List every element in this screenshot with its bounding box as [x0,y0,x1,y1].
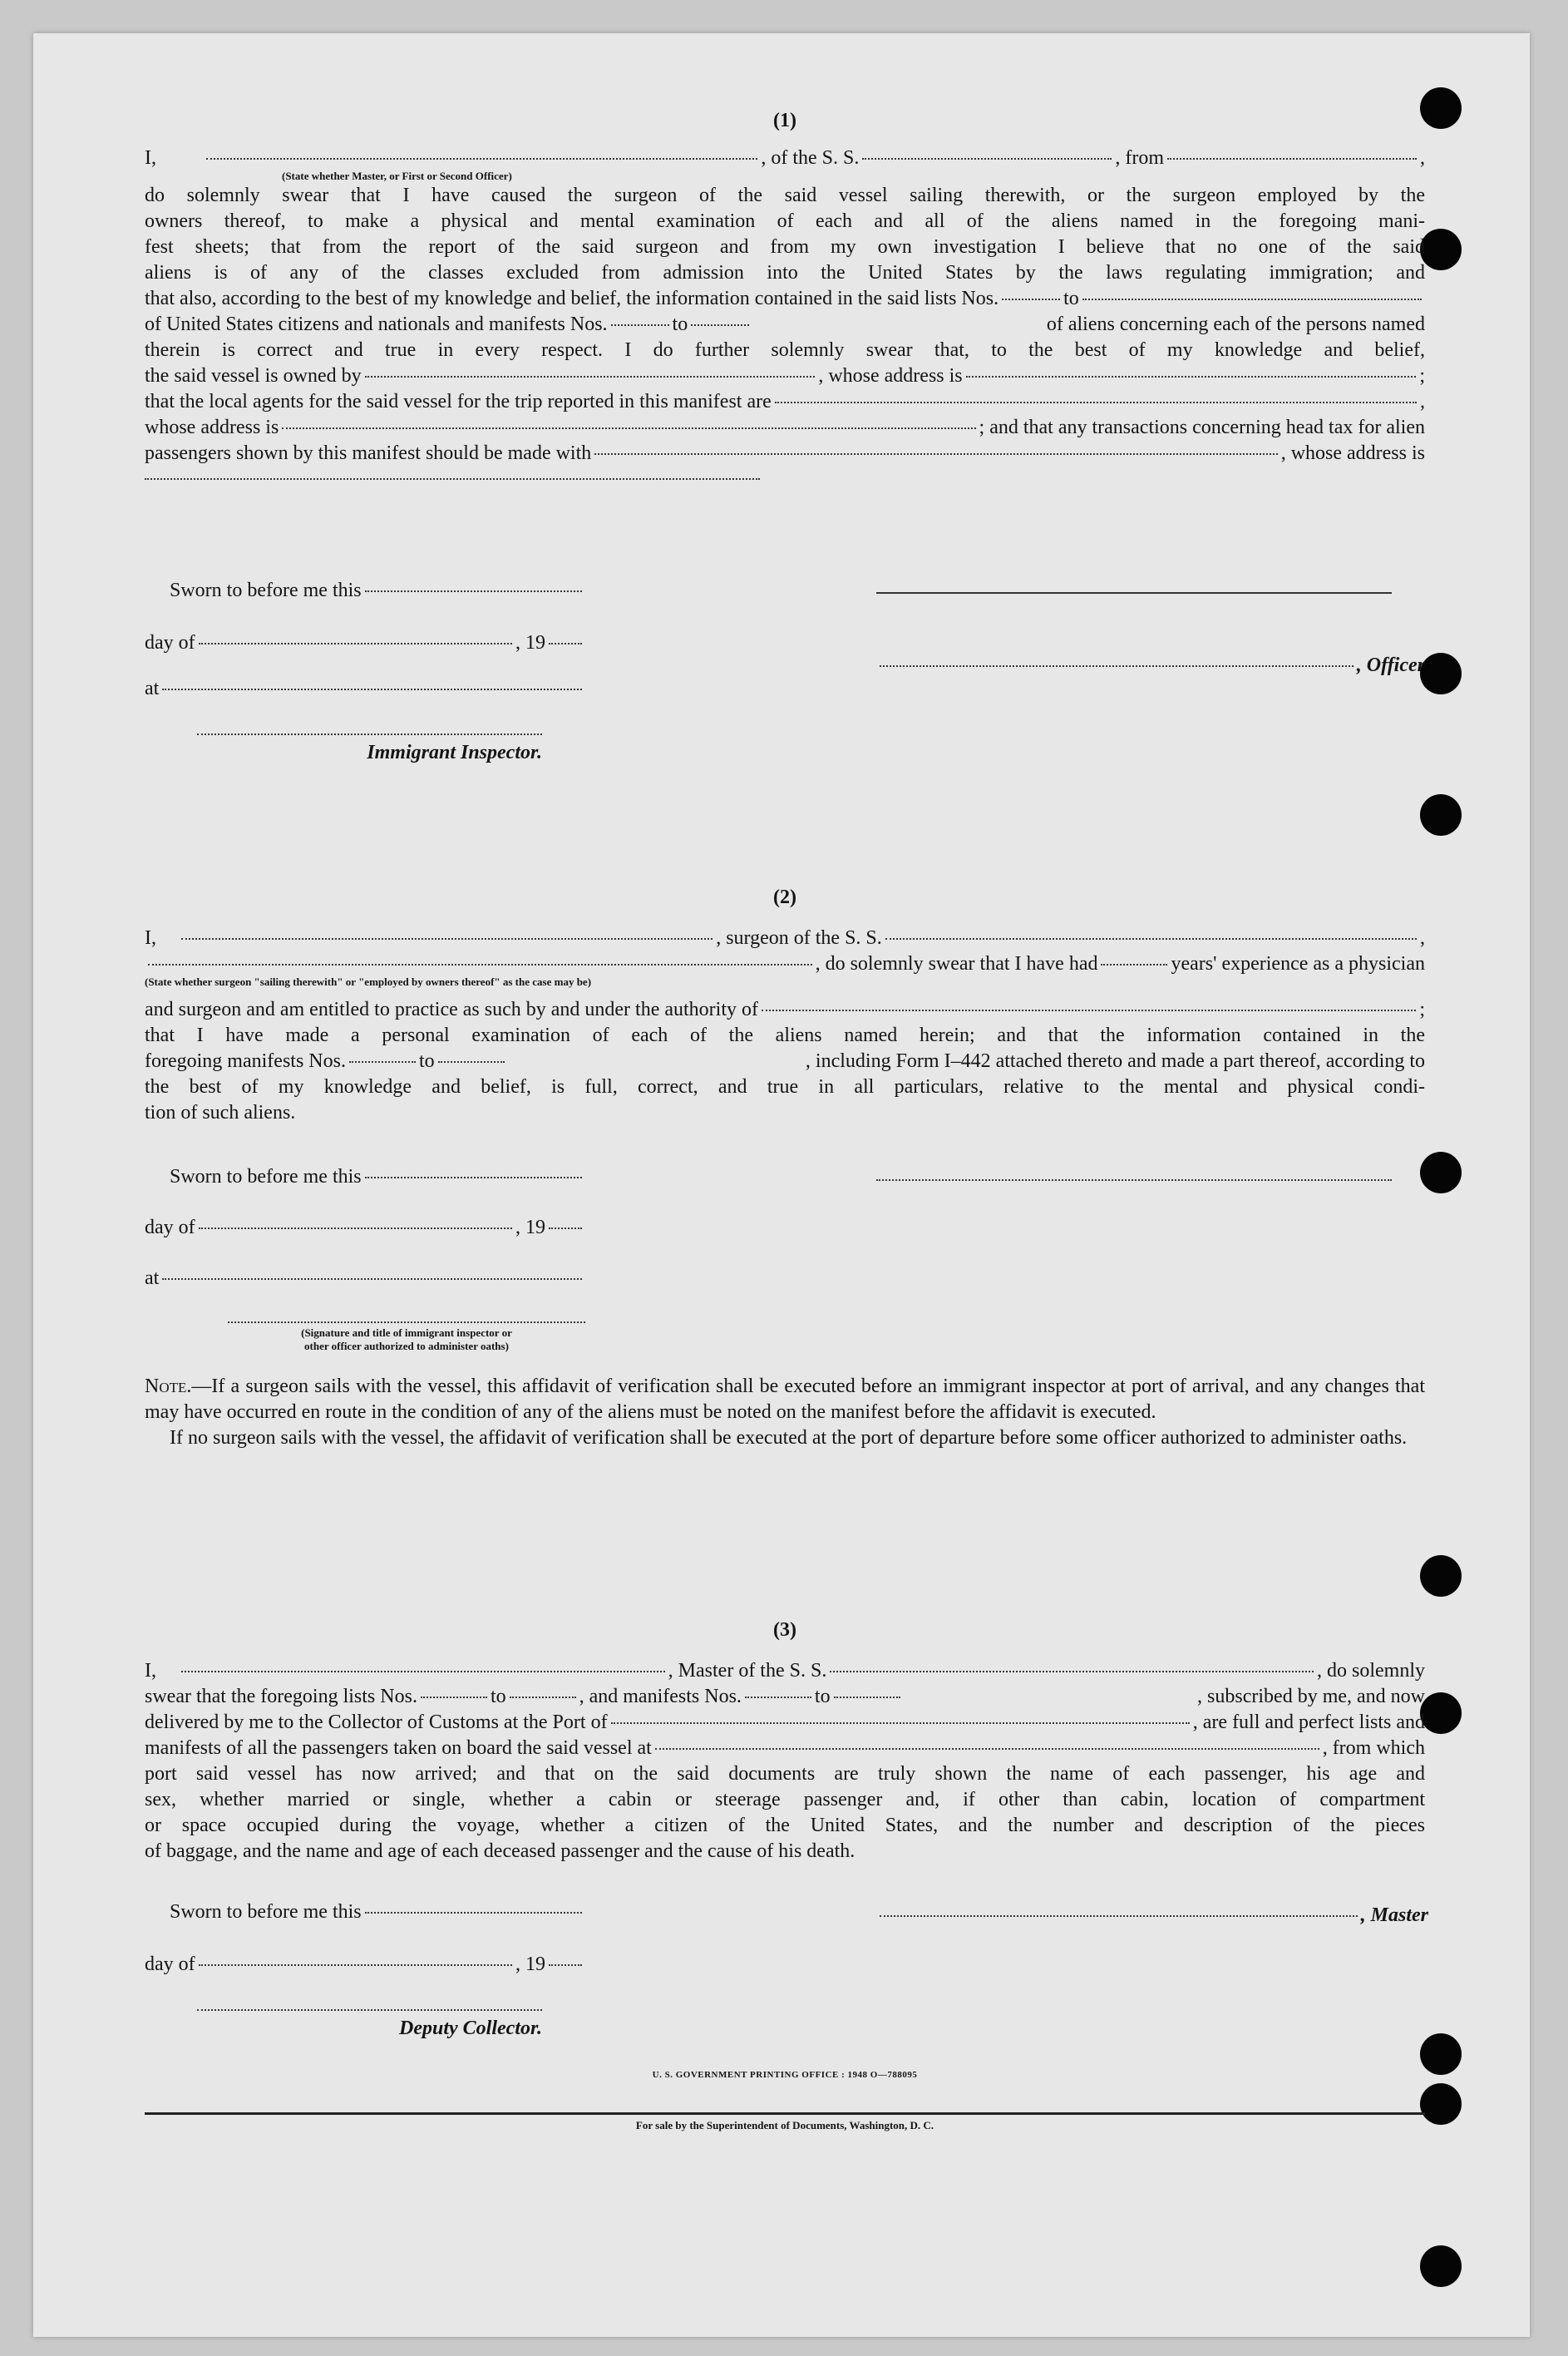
footer-text: For sale by the Superintendent of Documents, Washington, D. C. [635,2119,934,2131]
punch-hole [1420,229,1462,270]
agents-line: that the local agents for the said vessel for the trip reported in this manifest are , [145,391,1425,412]
sworn-date-field[interactable] [365,1912,582,1914]
agents-address-line: whose address is ; and that any transactions concerning head tax for alien [145,417,1425,438]
punch-hole [1420,2083,1462,2125]
body-line: owners thereof, to make a physical and mental examination of each and all of the aliens named in the foregoing mani- [145,210,1425,232]
surgeon-name-field[interactable] [181,938,713,940]
sworn-date-field[interactable] [365,1177,582,1178]
body-line: or space occupied during the voyage, whether a citizen of the United States, and the number and description of the pieces [145,1815,1425,1836]
port-line: delivered by me to the Collector of Customs at the Port of , are full and perfect lists and [145,1711,1425,1733]
lists-from-field[interactable] [1002,299,1060,300]
section-2-sworn: Sworn to before me this day of , 19 at (Signature and title of immigrant inspector or other officer authorized to administer oaths) [145,1164,1425,1353]
officer-signature-line: , Officer [876,653,1425,679]
inspector-title: Immigrant Inspector. [367,742,542,763]
authority-field[interactable] [762,1010,1416,1011]
collector-title: Deputy Collector. [399,2018,542,2039]
body-line: do solemnly swear that I have caused the surgeon of the said vessel sailing therewith, or the surgeon employed by the [145,185,1425,206]
officer-signature-field[interactable] [876,592,1392,594]
signature-caption: (Signature and title of immigrant inspector or [301,1326,512,1339]
master-name-field[interactable] [181,1671,665,1672]
owner-line: the said vessel is owned by , whose address is ; [145,365,1426,387]
note-label: Note. [145,1376,192,1397]
year-field[interactable] [549,1964,582,1966]
year-field[interactable] [549,1227,582,1229]
punch-hole [1420,2245,1462,2287]
manifests-from-field[interactable] [611,324,669,326]
printing-office-imprint: U. S. GOVERNMENT PRINTING OFFICE : 1948 O—788095 [652,2070,918,2080]
lists-line: swear that the foregoing lists Nos. to , and manifests Nos. to , subscribed by me, and now [145,1686,1425,1707]
authority-line: and surgeon and am entitled to practice as such by and under the authority of ; [145,999,1425,1020]
section-1-sworn: Sworn to before me this day of , 19 at Immigrant Inspector. [145,578,1425,766]
surgeon-status-field[interactable] [148,964,812,966]
body-line: of baggage, and the name and age of each deceased passenger and the cause of his death. [145,1840,855,1862]
years-experience-field[interactable] [1101,964,1167,966]
section-number: (1) [773,110,796,131]
manifest-page [33,33,1530,2337]
lists-line: that also, according to the best of my knowledge and belief, the information contained in the said lists Nos. to [145,286,1425,312]
body-line: aliens is of any of the classes excluded from admission into the United States by the laws regulating immigration; and [145,262,1425,284]
manifest-from-field[interactable] [349,1061,416,1063]
address-continuation-field[interactable] [145,478,760,480]
day-of-field[interactable] [199,643,512,645]
authorized-signature-field[interactable] [228,1321,585,1323]
section-2 [145,885,1425,1126]
punch-hole [1420,87,1462,129]
body-line: tion of such aliens. [145,1102,296,1124]
head-tax-contact-field[interactable] [594,453,1277,455]
inspector-signature-field[interactable] [197,733,542,735]
punch-hole [1420,794,1462,836]
section-number: (3) [773,1619,796,1641]
manifests-from-field[interactable] [745,1697,811,1698]
note-block [145,1374,1425,1451]
at-place-field[interactable] [162,689,582,690]
owner-address-field[interactable] [966,376,1417,378]
section-3 [145,1618,1425,1865]
note-paragraph: If no surgeon sails with the vessel, the affidavit of verification shall be executed at the port of departure before some officer authorized to administer oaths. [170,1427,1408,1449]
officer-line: I, , of the S. S. , from , [145,147,1425,169]
surgeon-caption: (State whether surgeon "sailing therewith" or "employed by owners thereof" as the case may be) [145,975,592,988]
manifests-to-field[interactable] [691,324,749,326]
punch-hole [1420,1692,1462,1734]
day-of-field[interactable] [199,1227,512,1229]
officer-name-signature-field[interactable] [880,665,1354,667]
manifests-to-field[interactable] [834,1697,900,1698]
boarding-port-field[interactable] [655,1748,1319,1750]
lists-to-field[interactable] [1082,299,1422,300]
agents-address-field[interactable] [282,427,975,429]
collector-signature-field[interactable] [197,2009,542,2011]
master-ship-field[interactable] [830,1671,1314,1672]
head-tax-line: passengers shown by this manifest should be made with , whose address is [145,442,1425,464]
punch-hole [1420,2033,1462,2075]
boarding-line: manifests of all the passengers taken on board the said vessel at , from which [145,1737,1425,1759]
manifests-line: of United States citizens and nationals and manifests Nos. to of aliens concerning each of the persons named [145,314,1425,335]
body-line: that I have made a personal examination of each of the aliens named herein; and that the information contained in the [145,1025,1425,1046]
sworn-date-field[interactable] [365,590,582,592]
agents-field[interactable] [775,402,1417,403]
body-line: port said vessel has now arrived; and that on the said documents are truly shown the name of each passenger, his age and [145,1763,1425,1785]
port-field[interactable] [611,1722,1190,1724]
punch-hole [1420,1152,1462,1193]
lists-from-field[interactable] [421,1697,487,1698]
day-of-field[interactable] [199,1964,512,1966]
year-field[interactable] [549,643,582,645]
from-port-field[interactable] [1167,158,1417,160]
body-line: therein is correct and true in every respect. I do further solemnly swear that, to the best of my knowledge and belief, [145,339,1425,361]
body-line: sex, whether married or single, whether a cabin or steerage passenger and, if other than cabin, location of compartment [145,1789,1425,1810]
owner-field[interactable] [365,376,816,378]
ship-name-field[interactable] [862,158,1112,160]
surgeon-signature-field[interactable] [876,1179,1392,1181]
body-line: the best of my knowledge and belief, is full, correct, and true in all particulars, relative to the mental and physical condi- [145,1076,1425,1098]
section-3-sworn: Sworn to before me this day of , 19 Deputy Collector. [145,1899,1425,2042]
officer-caption: (State whether Master, or First or Second Officer) [282,170,512,182]
master-line: I, , Master of the S. S. , do solemnly [145,1660,1425,1682]
master-signature-field[interactable] [880,1915,1358,1917]
note-paragraph: Note.—If a surgeon sails with the vessel, this affidavit of verification shall be executed before an immigrant inspector at port of arrival, and any changes that may have occurred en route in the condition of any of the aliens must be noted on the manifest before the affidavit is executed. [145,1376,1425,1423]
at-place-field[interactable] [162,1278,582,1280]
surgeon-ship-field[interactable] [885,938,1417,940]
lists-to-field[interactable] [510,1697,576,1698]
manifest-to-field[interactable] [438,1061,505,1063]
master-signature-line: , Master [876,1903,1428,1929]
punch-hole [1420,1555,1462,1597]
surgeon-line: I, , surgeon of the S. S. , [145,927,1425,949]
footer-rule [145,2112,1425,2115]
officer-name-field[interactable] [206,158,757,160]
punch-hole [1420,653,1462,694]
body-line: fest sheets; that from the report of the said surgeon and from my own investigation I believe that no one of the said [145,236,1425,258]
manifest-range-line: foregoing manifests Nos. to , including Form I–442 attached thereto and made a part thereof, according to [145,1050,1425,1072]
section-number: (2) [773,887,796,908]
signature-caption: other officer authorized to administer oaths) [304,1340,509,1352]
section-1 [145,108,1425,480]
experience-line: , do solemnly swear that I have had years' experience as a physician [145,951,1425,977]
